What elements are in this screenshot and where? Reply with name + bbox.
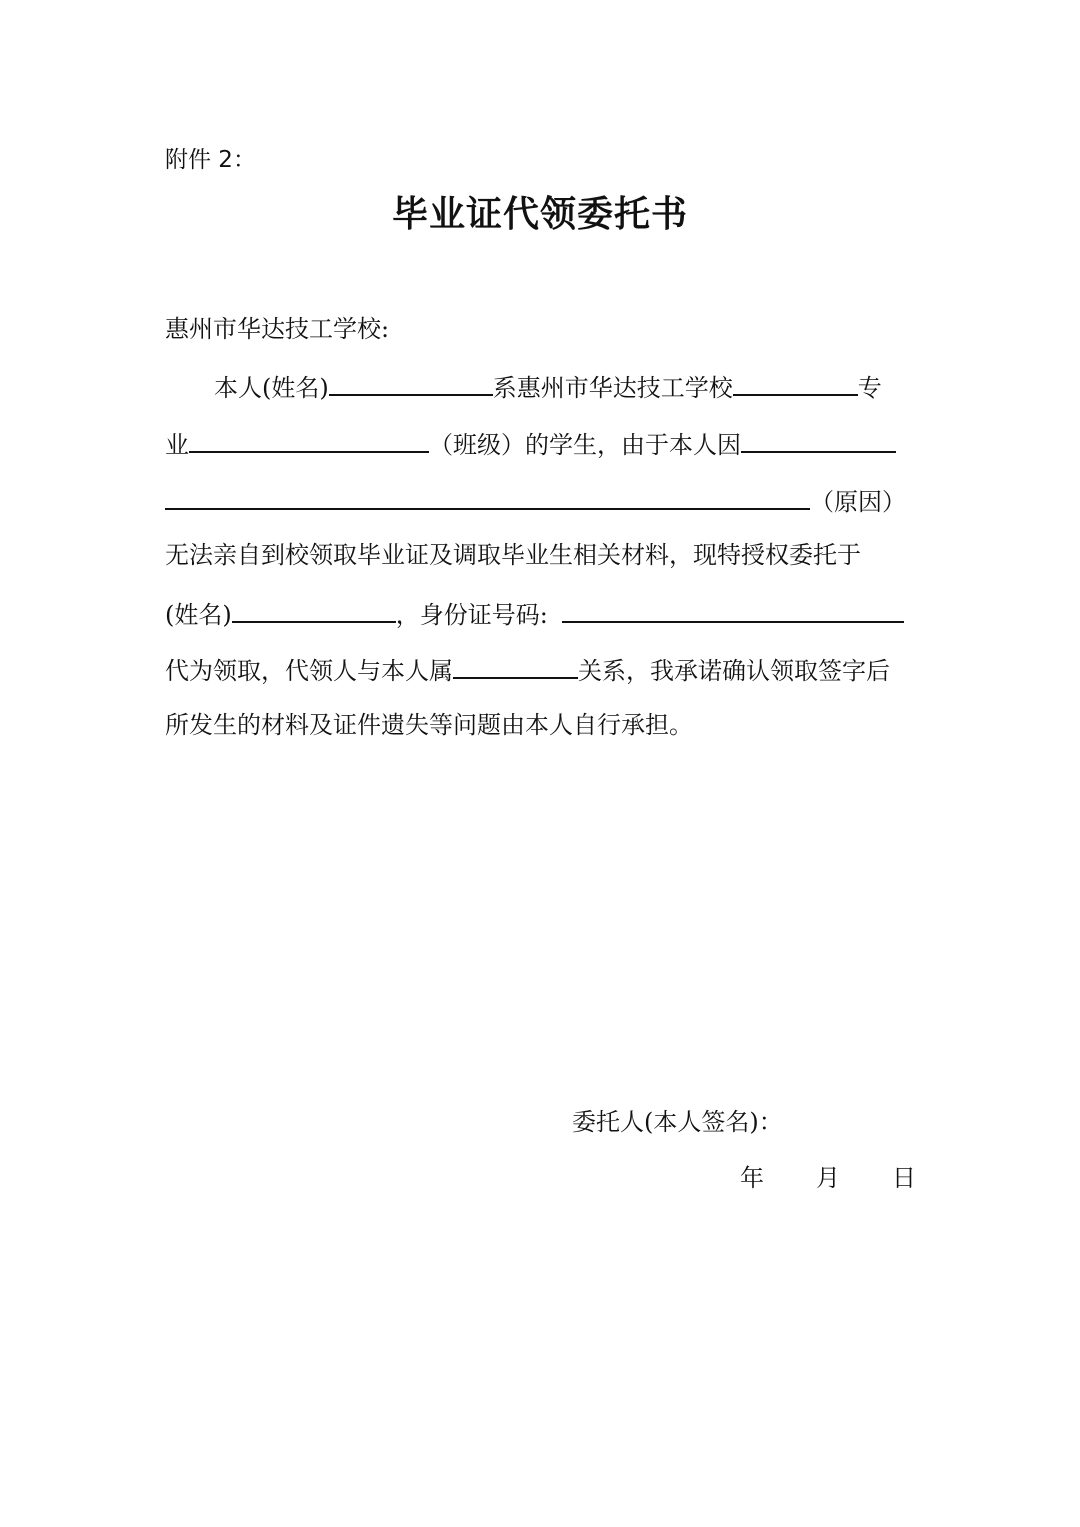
- class-text: （班级）的学生，由于本人因: [429, 431, 741, 459]
- addressee: 惠州市华达技工学校:: [165, 315, 390, 343]
- reason-blank-start[interactable]: [741, 427, 896, 453]
- relation-text-start: 代为领取，代领人与本人属: [165, 657, 453, 685]
- signature-label: 委托人(本人签名)：: [572, 1108, 783, 1136]
- relation-blank[interactable]: [453, 653, 578, 679]
- body-line-4: 无法亲自到校领取毕业证及调取毕业生相关材料，现特授权委托于: [165, 541, 861, 569]
- body-line-7: 所发生的材料及证件遗失等问题由本人自行承担。: [165, 711, 693, 739]
- id-number-blank[interactable]: [562, 597, 904, 623]
- self-name-label: 本人(姓名): [214, 374, 329, 402]
- date-day: 日: [892, 1164, 916, 1192]
- relation-text-end: 关系，我承诺确认领取签字后: [578, 657, 890, 685]
- reason-label: （原因）: [810, 488, 906, 516]
- class-blank[interactable]: [189, 427, 429, 453]
- major-blank[interactable]: [733, 370, 858, 396]
- major-label-end: 业: [165, 431, 189, 459]
- major-label-start: 专: [857, 374, 882, 402]
- proxy-name-blank[interactable]: [232, 597, 396, 623]
- proxy-name-label: (姓名): [165, 601, 232, 629]
- document-title: 毕业证代领委托书: [391, 194, 688, 235]
- body-line-2: [165, 427, 896, 460]
- date-line: [740, 1163, 916, 1193]
- body-line-5: [165, 597, 904, 630]
- date-month: 月: [816, 1164, 840, 1192]
- attachment-label: 附件 2：: [165, 147, 256, 173]
- self-name-blank[interactable]: [329, 370, 493, 396]
- body-line-1: [214, 370, 882, 403]
- date-year: 年: [740, 1164, 764, 1192]
- body-line-3: [165, 484, 906, 517]
- reason-blank[interactable]: [165, 484, 810, 510]
- id-number-label: ，身份证号码:: [395, 601, 548, 629]
- school-text: 系惠州市华达技工学校: [492, 374, 733, 402]
- body-line-6: [165, 653, 890, 686]
